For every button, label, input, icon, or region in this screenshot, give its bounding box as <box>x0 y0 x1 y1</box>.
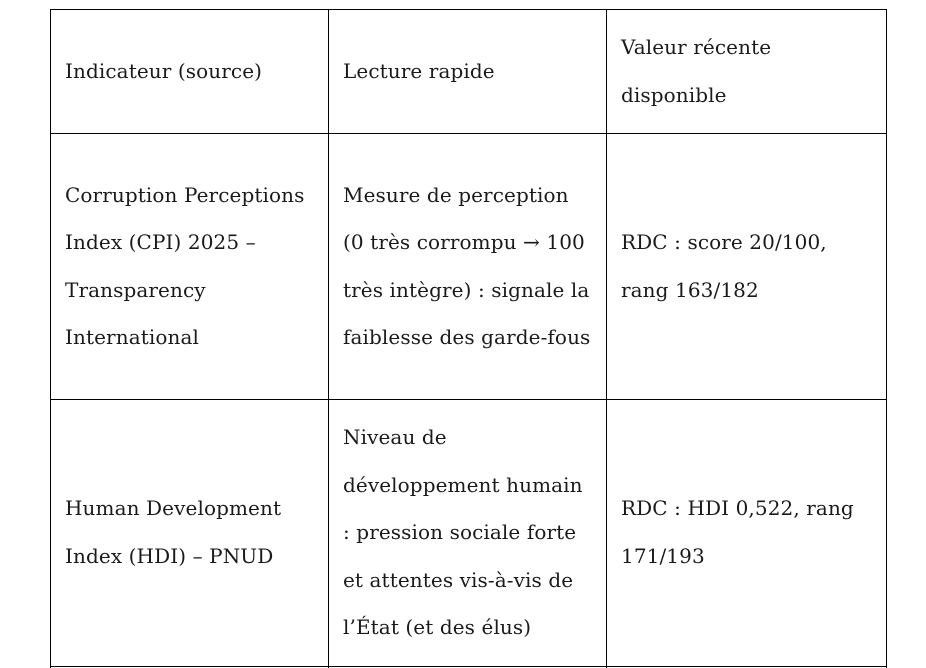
cell-value: RDC : score 20/100, rang 163/182 <box>607 134 887 400</box>
cell-reading: Mesure de perception (0 très corrompu → 100 très intègre) : signale la faiblesse des garde-fous <box>329 134 607 400</box>
header-reading: Lecture rapide <box>329 10 607 134</box>
cell-reading: Niveau de développement humain : pression sociale forte et attentes vis-à-vis de l’État (et des élus) <box>329 400 607 667</box>
table-header-row <box>51 10 887 134</box>
table-row <box>51 134 887 400</box>
header-value: Valeur récente disponible <box>607 10 887 134</box>
table-row <box>51 400 887 667</box>
cell-indicator: Corruption Perceptions Index (CPI) 2025 – Transparency International <box>51 134 329 400</box>
indicators-table <box>50 9 887 668</box>
cell-value: RDC : HDI 0,522, rang 171/193 <box>607 400 887 667</box>
header-indicator: Indicateur (source) <box>51 10 329 134</box>
cell-indicator: Human Development Index (HDI) – PNUD <box>51 400 329 667</box>
